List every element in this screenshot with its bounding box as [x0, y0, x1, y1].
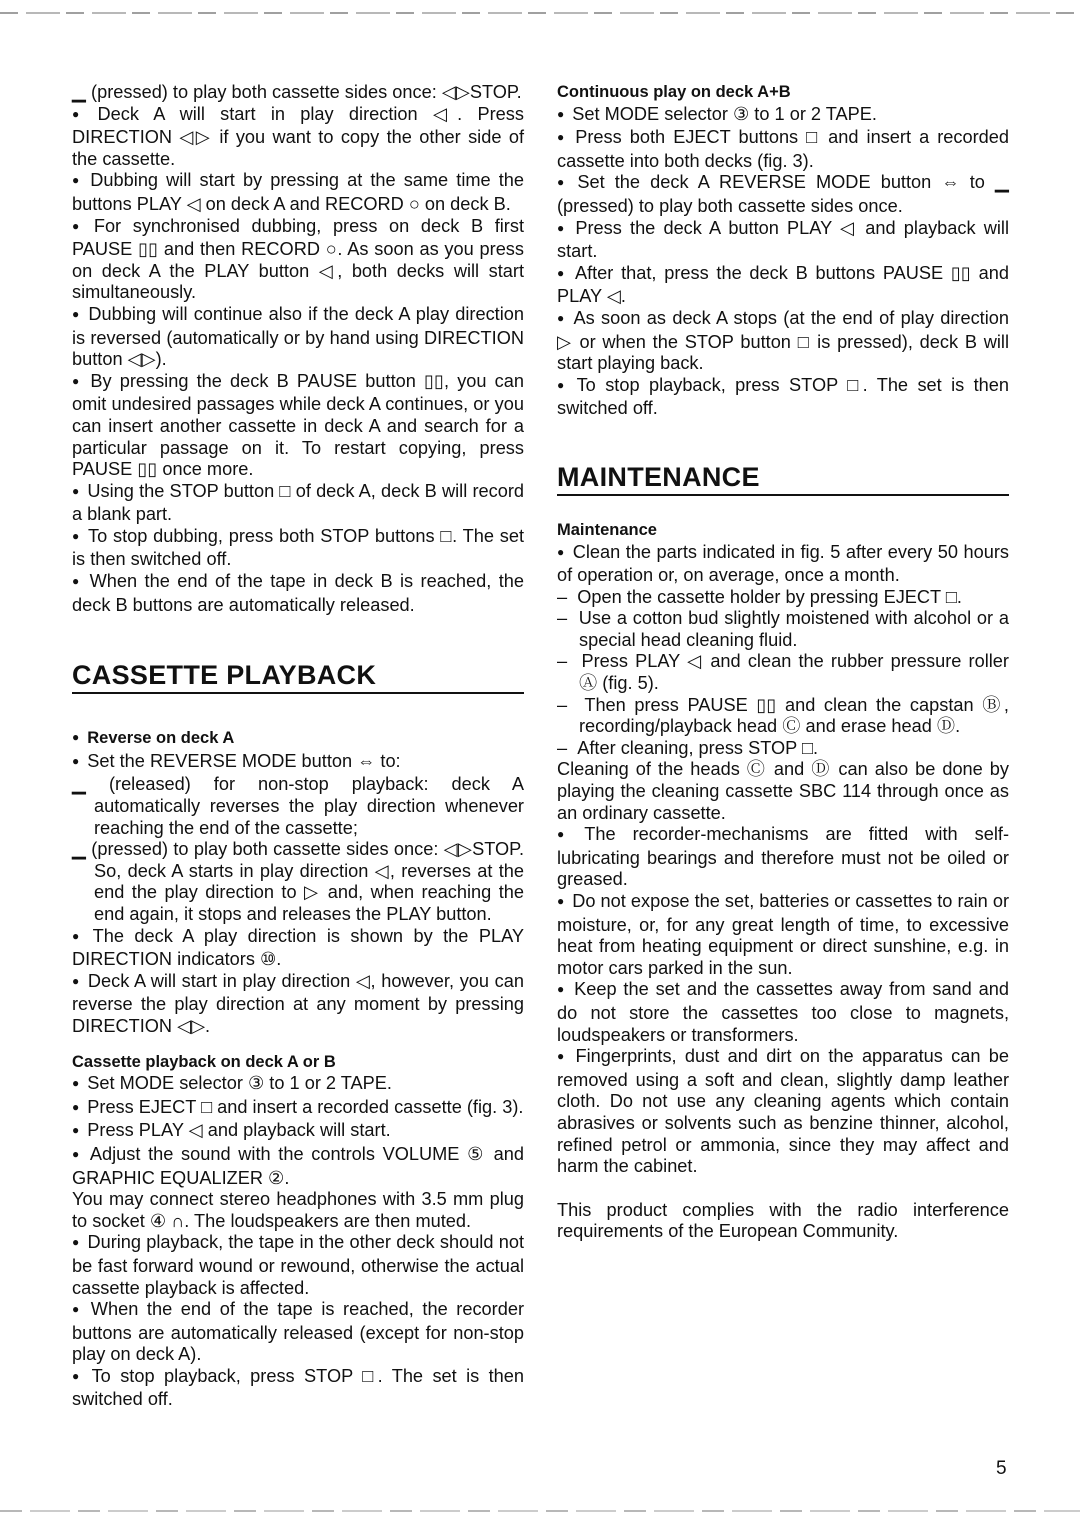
bullet-paragraph: ● The deck A play direction is shown by the PLAY DIRECTION indicators ⑩. — [72, 926, 524, 971]
paragraph: ▁ (pressed) to play both cassette sides once: ◁▷STOP. So, deck A starts in play direction ◁, reverses at the end the play direction to ▷ and, when reaching the end again, it stops and releases the PLAY button. — [72, 839, 524, 924]
right-column — [557, 82, 1009, 1243]
bullet-paragraph: ● When the end of the tape in deck B is reached, the deck B buttons are automatically released. — [72, 571, 524, 616]
bullet-paragraph: ● After that, press the deck B buttons PAUSE ▯▯ and PLAY ◁. — [557, 263, 1009, 308]
top-scan-rule — [0, 12, 1080, 14]
bullet-paragraph: ● Press the deck A button PLAY ◁ and playback will start. — [557, 218, 1009, 263]
bullet-paragraph: ● Dubbing will start by pressing at the same time the buttons PLAY ◁ on deck A and RECORD ○ on deck B. — [72, 170, 524, 215]
bullet-paragraph: ● Adjust the sound with the controls VOLUME ⑤ and GRAPHIC EQUALIZER ②. — [72, 1144, 524, 1189]
bullet-paragraph: ● Keep the set and the cassettes away from sand and do not store the cassettes too close to magnets, loudspeakers or transformers. — [557, 979, 1009, 1046]
heading-maintenance: MAINTENANCE — [557, 462, 1009, 496]
bullet-paragraph: ● To stop playback, press STOP □. The set is then switched off. — [72, 1366, 524, 1411]
dash-item: – Press PLAY ◁ and clean the rubber pressure roller Ⓐ (fig. 5). — [557, 651, 1009, 694]
bullet-paragraph: ● When the end of the tape is reached, the recorder buttons are automatically released (except for non-stop play on deck A). — [72, 1299, 524, 1366]
bullet-paragraph: ● Press both EJECT buttons □ and insert a recorded cassette into both decks (fig. 3). — [557, 127, 1009, 172]
dash-item: – Then press PAUSE ▯▯ and clean the capstan Ⓑ, recording/playback head Ⓒ and erase head Ⓓ. — [557, 694, 1009, 737]
bullet-paragraph: ● By pressing the deck B PAUSE button ▯▯, you can omit undesired passages while deck A continues, or you can insert another cassette in deck A and search for a particular passage on it. To restart copying, press PAUSE ▯▯ once more. — [72, 371, 524, 481]
paragraph: ▁ (pressed) to play both cassette sides once: ◁▷STOP. — [72, 82, 522, 102]
bullet-paragraph: ● To stop playback, press STOP □. The set is then switched off. — [557, 375, 1009, 420]
bullet-paragraph: ● Set the REVERSE MODE button ⇔ to: — [72, 751, 524, 775]
bullet-paragraph: ● Dubbing will continue also if the deck A play direction is reversed (automatically or by hand using DIRECTION button ◁▷). — [72, 304, 524, 371]
bullet-paragraph: ● Set MODE selector ③ to 1 or 2 TAPE. — [72, 1073, 524, 1097]
bullet-paragraph: ● For synchronised dubbing, press on deck B first PAUSE ▯▯ and then RECORD ○. As soon as you press on deck A the PLAY button ◁, both decks will start simultaneously. — [72, 216, 524, 304]
subheading-maintenance: Maintenance — [557, 520, 657, 539]
bullet-paragraph: ● As soon as deck A stops (at the end of play direction ▷ or when the STOP button □ is pressed), deck B will start playing back. — [557, 308, 1009, 375]
subheading-continuous: Continuous play on deck A+B — [557, 83, 791, 101]
dash-item: – Open the cassette holder by pressing EJECT □. — [557, 586, 962, 607]
paragraph-compliance: This product complies with the radio interference requirements of the European Community. — [557, 1199, 1009, 1242]
subheading-playback: Cassette playback on deck A or B — [72, 1052, 336, 1071]
bottom-scan-rule — [0, 1510, 1080, 1512]
left-column — [72, 82, 524, 1411]
bullet-paragraph: ● To stop dubbing, press both STOP buttons □. The set is then switched off. — [72, 526, 524, 571]
bullet-paragraph: ● Fingerprints, dust and dirt on the apparatus can be removed using a soft and clean, slightly damp leather cloth. Do not use any cleaning agents which contain abrasives or solvents such as benzine thinner, alcohol, refined petrol or ammonia, since they may affect and harm the cabinet. — [557, 1046, 1009, 1178]
bullet-paragraph: ● The recorder-mechanisms are fitted with self-lubricating bearings and therefore must not be oiled or greased. — [557, 824, 1009, 891]
bullet-paragraph: ● Using the STOP button □ of deck A, deck B will record a blank part. — [72, 481, 524, 526]
dash-item: – Use a cotton bud slightly moistened with alcohol or a special head cleaning fluid. — [557, 608, 1009, 650]
heading-cassette-playback: CASSETTE PLAYBACK — [72, 660, 524, 694]
bullet-paragraph: ● During playback, the tape in the other deck should not be fast forward wound or rewound, otherwise the actual cassette playback is affected. — [72, 1232, 524, 1299]
paragraph: ▁ (released) for non-stop playback: deck A automatically reverses the play direction whenever reaching the end of the cassette; — [72, 774, 524, 838]
dash-item: – After cleaning, press STOP □. — [557, 737, 819, 758]
bullet-paragraph: ● Press EJECT □ and insert a recorded cassette (fig. 3). — [72, 1097, 524, 1121]
bullet-paragraph: ● Deck A will start in play direction ◁. Press DIRECTION ◁▷ if you want to copy the other side of the cassette. — [72, 104, 524, 171]
paragraph: You may connect stereo headphones with 3.5 mm plug to socket ④ ∩. The loudspeakers are then muted. — [72, 1189, 524, 1231]
bullet-paragraph: ● Do not expose the set, batteries or cassettes to rain or moisture, or, for any great length of time, to excessive heat from heating equipment or direct sunshine, e.g. in motor cars parked in the sun. — [557, 891, 1009, 979]
bullet-paragraph: ● Set MODE selector ③ to 1 or 2 TAPE. — [557, 104, 1009, 128]
paragraph: Cleaning of the heads Ⓒ and Ⓓ can also be done by playing the cleaning cassette SBC 114 through once as an ordinary cassette. — [557, 759, 1009, 823]
subheading-reverse: ● Reverse on deck A — [72, 728, 524, 751]
bullet-paragraph: ● Clean the parts indicated in fig. 5 after every 50 hours of operation or, on average, once a month. — [557, 542, 1009, 587]
bullet-paragraph: ● Press PLAY ◁ and playback will start. — [72, 1120, 524, 1144]
bullet-paragraph: ● Deck A will start in play direction ◁, however, you can reverse the play direction at any moment by pressing DIRECTION ◁▷. — [72, 971, 524, 1038]
page-number: 5 — [996, 1458, 1007, 1479]
bullet-paragraph: ● Set the deck A REVERSE MODE button ⇔ to ▁ (pressed) to play both cassette sides once. — [557, 172, 1009, 217]
